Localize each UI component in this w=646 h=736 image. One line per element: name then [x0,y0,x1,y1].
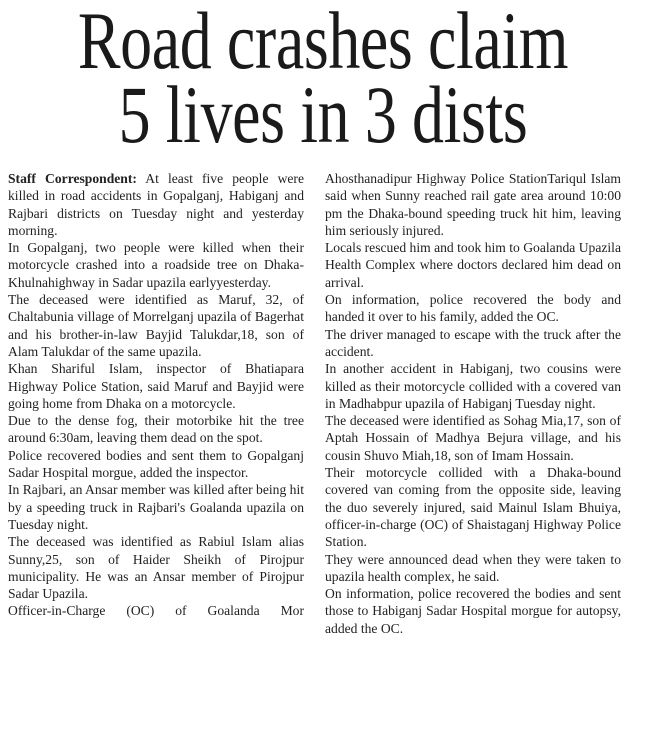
paragraph: The deceased were identified as Sohag Mia,17, son of Aptah Hossain of Madhya Bejura village, and his cousin Shuvo Miah,18, son of Imam Hossain. [325,413,621,463]
paragraph: Their motorcycle collided with a Dhaka-bound covered van coming from the opposite side, leaving the duo severely injured, said Mainul Islam Bhuiya, officer-in-charge (OC) of Shaistaganj Highway Police Station. [325,465,621,550]
headline [0,0,646,160]
paragraph: In Rajbari, an Ansar member was killed after being hit by a speeding truck in Rajbari's Goalanda upazila on Tuesday night. [8,482,304,532]
byline: Staff Correspondent: [8,171,137,186]
article-column-2 [325,170,621,637]
paragraph: The driver managed to escape with the truck after the accident. [325,326,621,359]
article-column-1 [8,170,304,620]
paragraph: The deceased were identified as Maruf, 32, of Chaltabunia village of Morrelganj upazila of Bagerhat and his brother-in-law Bayjid Talukdar,18, son of Alam Talukdar of the same upazila. [8,292,304,359]
headline-line-1: Road crashes claim [77,0,569,86]
paragraph-text: At least five people were killed in road accidents in Gopalganj, Habiganj and Rajbari districts on Tuesday night and yesterday morning. [8,171,304,238]
paragraph: On information, police recovered the bodies and sent those to Habiganj Sadar Hospital morgue for autopsy, added the OC. [325,586,621,636]
paragraph: Officer-in-Charge (OC) of Goalanda Mor [8,603,304,619]
paragraph: Khan Shariful Islam, inspector of Bhatiapara Highway Police Station, said Maruf and Bayjid were going home from Dhaka on a motorcycle. [8,361,304,411]
headline-line-2: 5 lives in 3 dists [118,69,528,160]
paragraph: In another accident in Habiganj, two cousins were killed as their motorcycle collided with a covered van in Madhabpur upazila of Habiganj Tuesday night. [325,361,621,411]
paragraph: Locals rescued him and took him to Goalanda Upazila Health Complex where doctors declared him dead on arrival. [325,240,621,290]
paragraph: In Gopalganj, two people were killed when their motorcycle crashed into a roadside tree on Dhaka-Khulnahighway in Sadar upazila earlyyesterday. [8,240,304,290]
paragraph: Police recovered bodies and sent them to Gopalganj Sadar Hospital morgue, added the inspector. [8,447,304,481]
paragraph: Ahosthanadipur Highway Police StationTariqul Islam said when Sunny reached rail gate area around 10:00 pm the Dhaka-bound speeding truck hit him, leaving him seriously injured. [325,171,621,238]
paragraph: On information, police recovered the body and handed it over to his family, added the OC. [325,292,621,325]
paragraph: They were announced dead when they were taken to upazila health complex, he said. [325,551,621,584]
paragraph: Due to the dense fog, their motorbike hit the tree around 6:30am, leaving them dead on the spot. [8,413,304,446]
paragraph: The deceased was identified as Rabiul Islam alias Sunny,25, son of Haider Sheikh of Pirojpur municipality. He was an Ansar member of Pirojpur Sadar Upazila. [8,534,304,602]
paragraph [8,170,304,239]
